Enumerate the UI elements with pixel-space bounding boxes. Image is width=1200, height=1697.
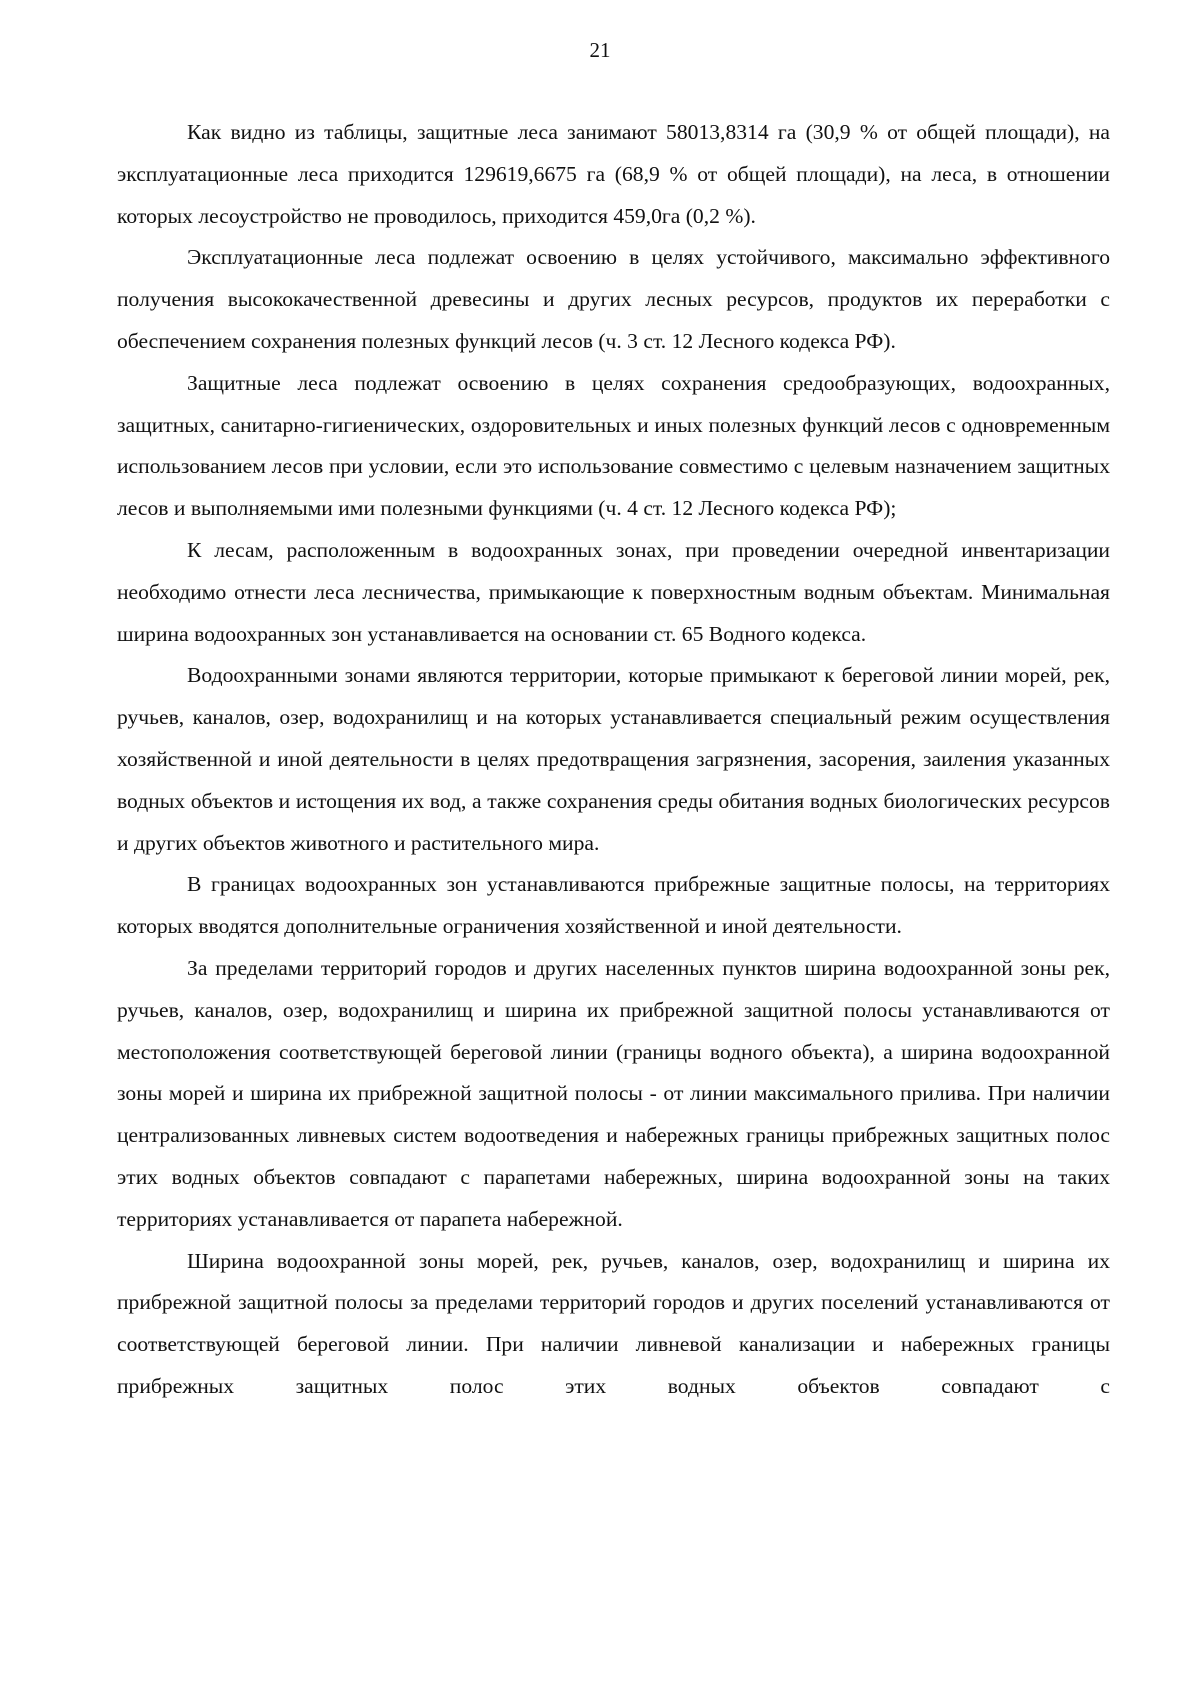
page-number: 21 (589, 38, 611, 62)
paragraph-zone-width-outside-cities: За пределами территорий городов и других населенных пунктов ширина водоохранной зоны рек, ручьев, каналов, озер, водохранилищ и ширина их прибрежной защитной полосы устанавливаются от местоположения соответствующей береговой линии (границы водного объекта), а ширина водоохранной зоны морей и ширина их прибрежной защитной полосы - от линии максимального прилива. При наличии централизованных ливневых систем водоотведения и набережных границы прибрежных защитных полос этих водных объектов совпадают с парапетами набережных, ширина водоохранной зоны на таких территориях устанавливается от парапета набережной. (117, 955, 1110, 1231)
paragraph-exploitation-forests: Эксплуатационные леса подлежат освоению в целях устойчивого, максимально эффективного получения высококачественной древесины и других лесных ресурсов, продуктов их переработки с обеспечением сохранения полезных функций лесов (ч. 3 ст. 12 Лесного кодекса РФ). (117, 245, 1110, 353)
paragraph-coastal-protective-strips: В границах водоохранных зон устанавливаются прибрежные защитные полосы, на территориях которых вводятся дополнительные ограничения хозяйственной и иной деятельности. (117, 872, 1110, 939)
document-body (117, 112, 1110, 1408)
paragraph-protective-forests: Защитные леса подлежат освоению в целях сохранения средообразующих, водоохранных, защитных, санитарно-гигиенических, оздоровительных и иных полезных функций лесов с одновременным использованием лесов при условии, если это использование совместимо с целевым назначением защитных лесов и выполняемыми ими полезными функциями (ч. 4 ст. 12 Лесного кодекса РФ); (117, 370, 1110, 521)
paragraph-water-protection-zones-definition: Водоохранными зонами являются территории, которые примыкают к береговой линии морей, рек, ручьев, каналов, озер, водохранилищ и на которых устанавливается специальный режим осуществления хозяйственной и иной деятельности в целях предотвращения загрязнения, засорения, заиления указанных водных объектов и истощения их вод, а также сохранения среды обитания водных биологических ресурсов и других объектов животного и растительного мира. (117, 663, 1110, 855)
paragraph-zone-width-continued: Ширина водоохранной зоны морей, рек, ручьев, каналов, озер, водохранилищ и ширина их прибрежной защитной полосы за пределами территорий городов и других поселений устанавливаются от соответствующей береговой линии. При наличии ливневой канализации и набережных границы прибрежных защитных полос этих водных объектов совпадают с (117, 1248, 1110, 1398)
paragraph-water-protection-zones-forests: К лесам, расположенным в водоохранных зонах, при проведении очередной инвентаризации необходимо отнести леса лесничества, примыкающие к поверхностным водным объектам. Минимальная ширина водоохранных зон устанавливается на основании ст. 65 Водного кодекса. (117, 537, 1110, 646)
paragraph-forest-area-summary: Как видно из таблицы, защитные леса занимают 58013,8314 га (30,9 % от общей площади), на эксплуатационные леса приходится 129619,6675 га (68,9 % от общей площади), на леса, в отношении которых лесоустройство не проводилось, приходится 459,0га (0,2 %). (117, 120, 1110, 228)
